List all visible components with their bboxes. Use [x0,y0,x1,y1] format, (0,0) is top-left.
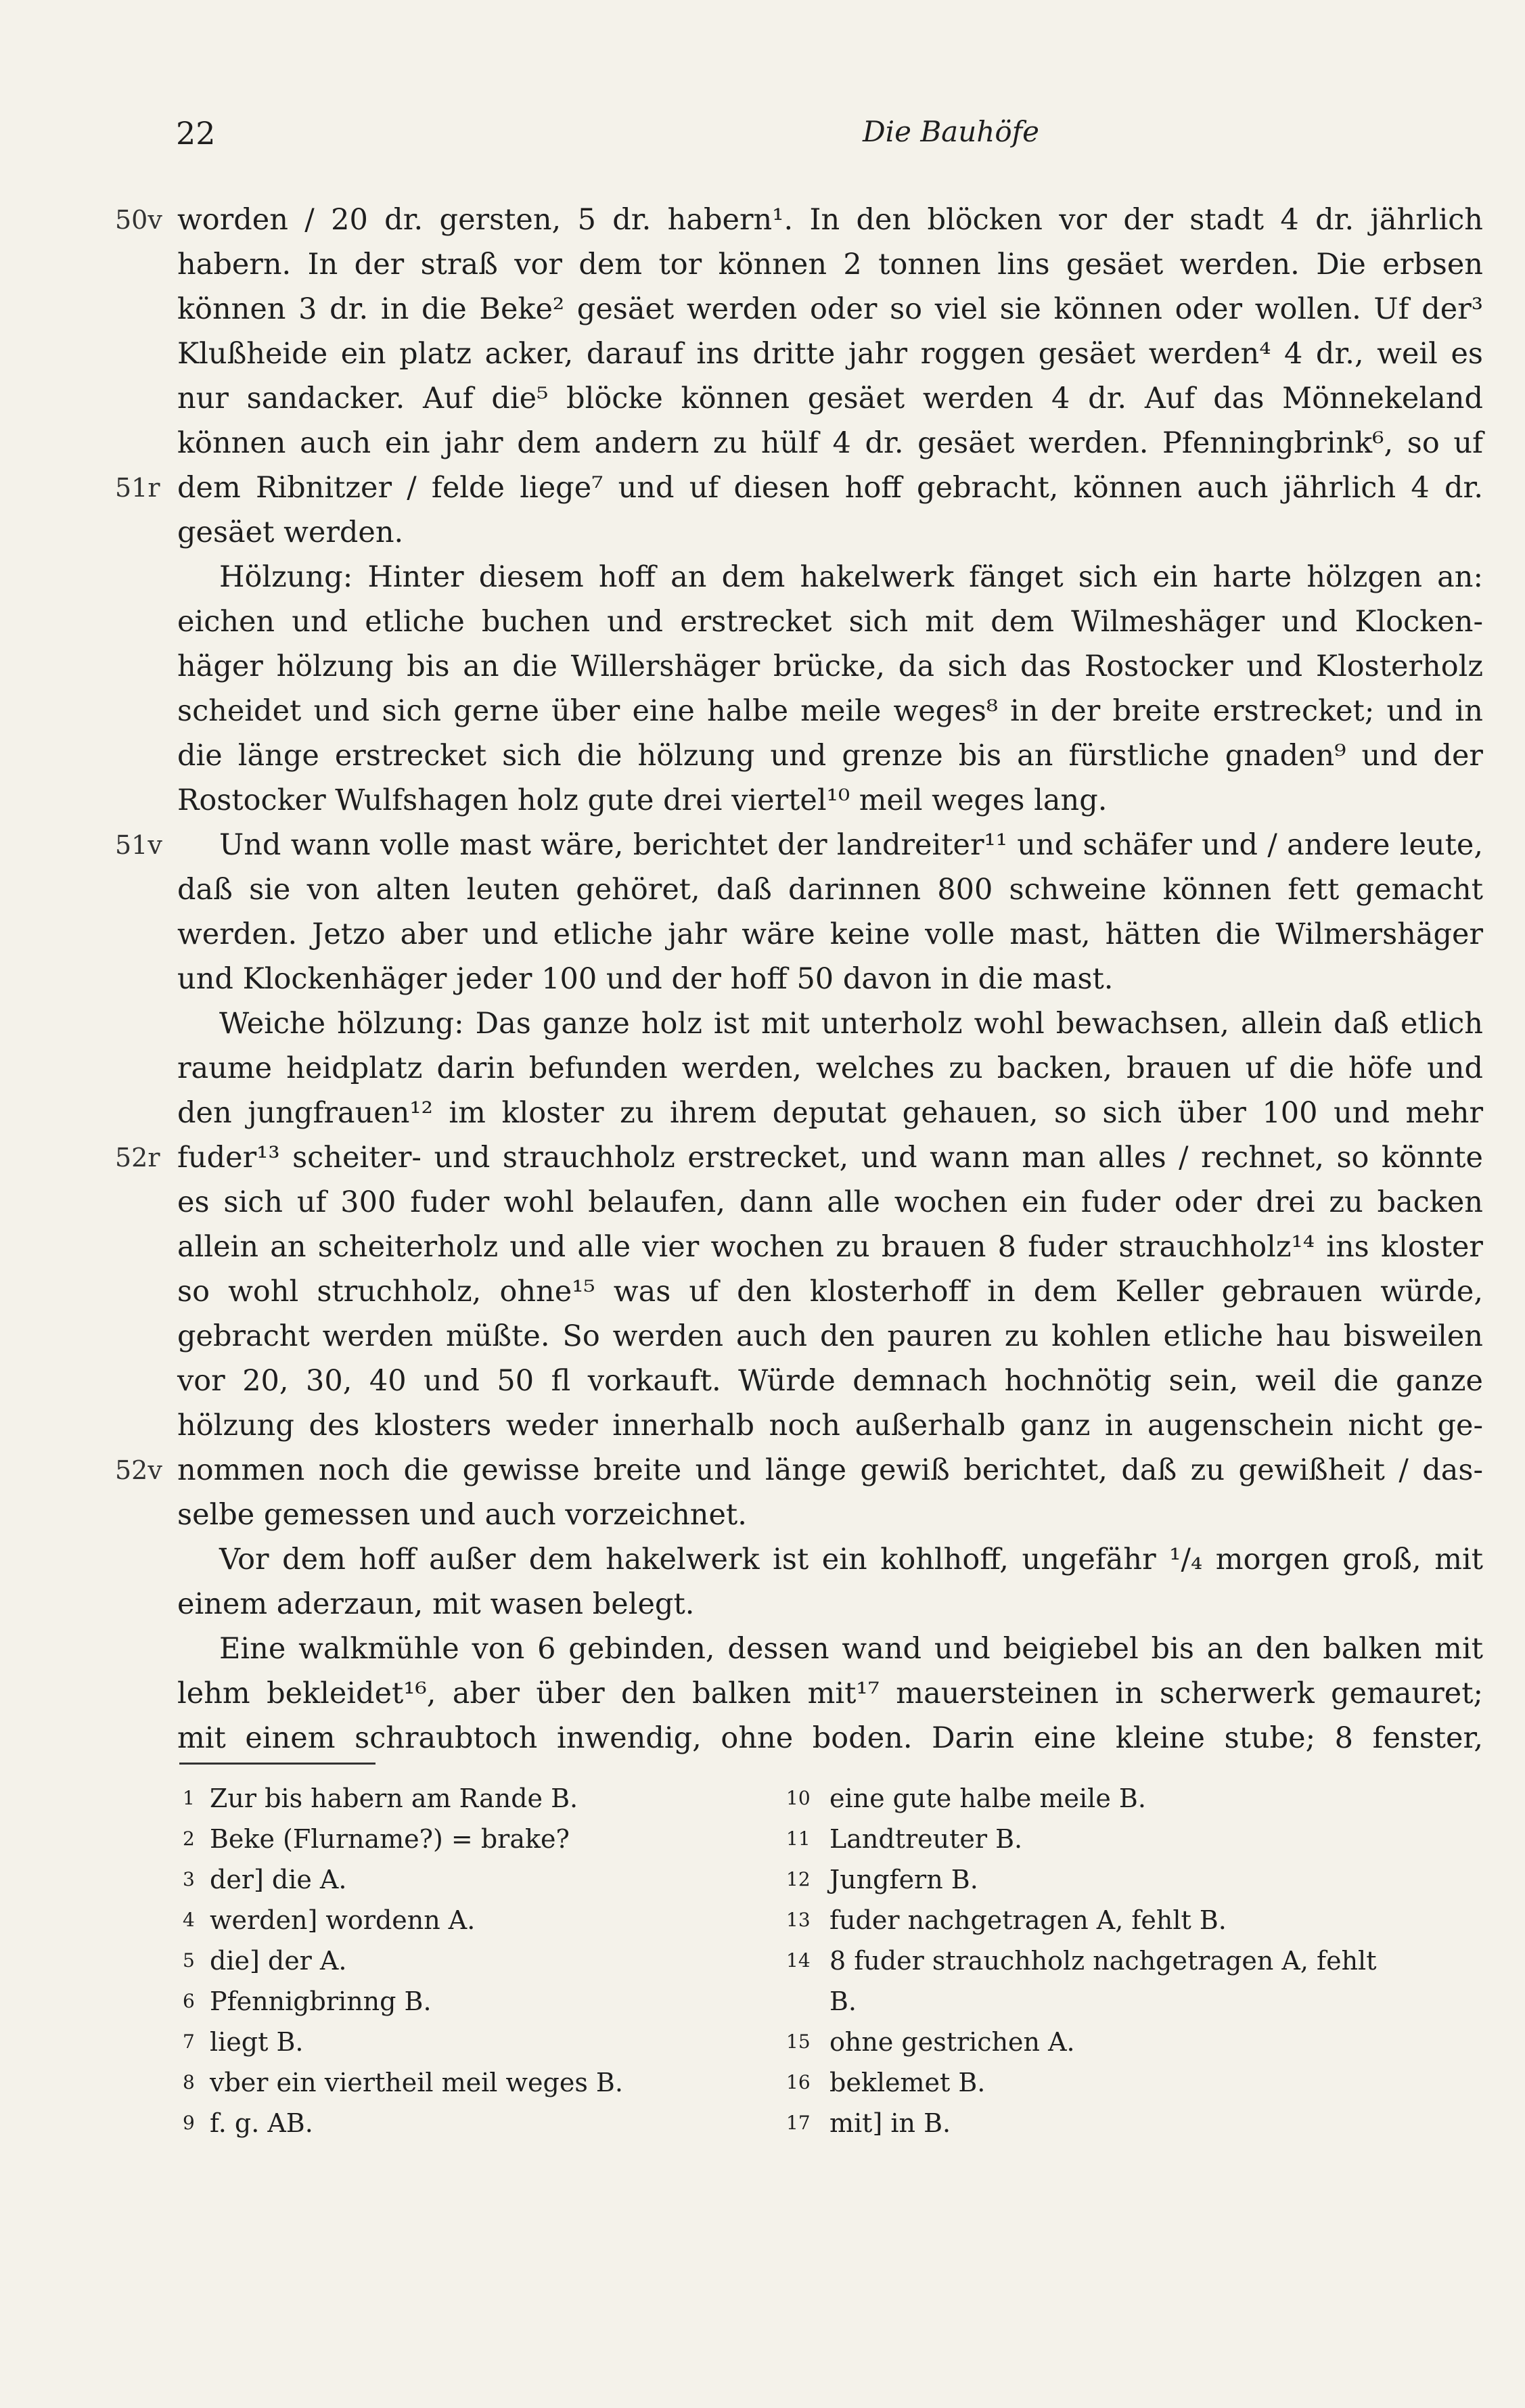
line-text: worden / 20 dr. gersten, 5 dr. habern¹. In den blöcken vor der stadt 4 dr. jährlich [177,203,1483,237]
page-header [176,115,1482,162]
text-line [177,1359,1483,1403]
line-text: eichen und etliche buchen und erstrecket sich mit dem Wilmeshäger und Klocken- [177,605,1483,639]
text-line [115,1135,1483,1180]
footnote [177,1940,786,1981]
text-line [177,599,1483,644]
footnote-text: mit] in B. [829,2108,951,2138]
line-text: werden. Jetzo aber und etliche jahr wäre keine volle mast, hätten die Wilmershäger [177,917,1483,951]
footnote-number: 7 [183,2030,195,2053]
folio-marker: 51r [115,473,160,503]
footnote [786,1819,1395,1859]
text-line [115,823,1483,867]
text-line [177,555,1483,599]
footnote [786,2022,1395,2062]
text-line [177,332,1483,376]
footnote-text: fuder nachgetragen A, fehlt B. [829,1905,1227,1935]
footnote-number: 3 [183,1868,195,1890]
text-line [177,778,1483,823]
line-text: hölzung des klosters weder innerhalb noch außerhalb ganz in augenschein nicht ge- [177,1409,1483,1442]
text-line [177,1046,1483,1091]
line-text: und Klockenhäger jeder 100 und der hoff 50 davon in die mast. [177,962,1114,996]
footnote-text: Landtreuter B. [829,1824,1023,1854]
line-text: fuder¹³ scheiter- und strauchholz erstrecket, und wann man alles / rechnet, so könnte [177,1141,1483,1175]
footnote-number: 6 [183,1990,195,2012]
footnote-number: 13 [786,1909,811,1931]
footnote-number: 2 [183,1827,195,1850]
line-text: lehm bekleidet¹⁶, aber über den balken mit¹⁷ mauersteinen in scherwerk gemauret; [177,1677,1483,1710]
text-line [177,1537,1483,1582]
footnote-number: 4 [183,1909,195,1931]
footnote [786,1981,1395,2022]
footnote [177,1981,786,2022]
text-line [177,376,1483,421]
folio-marker: 52r [115,1143,160,1173]
folio-marker: 51v [115,830,162,860]
footnote-text: die] der A. [210,1946,347,1976]
footnote-divider [179,1763,375,1765]
text-line [177,1314,1483,1359]
footnote [786,1900,1395,1940]
footnote-number: 12 [786,1868,811,1890]
line-text: können 3 dr. in die Beke² gesäet werden oder so viel sie können oder wollen. Uf der³ [177,292,1483,326]
text-line [177,1493,1483,1537]
text-line [177,1582,1483,1627]
footnote-number: 11 [786,1827,811,1850]
page-number: 22 [176,115,216,152]
text-line [177,1180,1483,1225]
text-line [177,1091,1483,1135]
text-line [177,287,1483,332]
footnote-number: 16 [786,2071,811,2093]
text-line [177,1627,1483,1671]
footnote-text: liegt B. [210,2027,304,2057]
footnote [177,1900,786,1940]
footnote [177,2062,786,2103]
footnote [786,2062,1395,2103]
footnote-number: 17 [786,2112,811,2134]
text-line [177,1403,1483,1448]
line-text: Vor dem hoff außer dem hakelwerk ist ein kohlhoff, ungefähr ¹/₄ morgen groß, mit [219,1543,1483,1576]
line-text: gebracht werden müßte. So werden auch den pauren zu kohlen etliche hau bisweilen [177,1319,1483,1353]
text-line [115,465,1483,510]
footnote-text: ohne gestrichen A. [829,2027,1075,2057]
line-text: scheidet und sich gerne über eine halbe meile weges⁸ in der breite erstrecket; und in [177,694,1483,728]
line-text: daß sie von alten leuten gehöret, daß darinnen 800 schweine können fett gemacht [177,873,1483,907]
footnote-number: 14 [786,1949,811,1972]
folio-marker: 50v [115,205,162,235]
footnote [786,1778,1395,1819]
line-text: Eine walkmühle von 6 gebinden, dessen wand und beigiebel bis an den balken mit [219,1632,1483,1666]
text-line [177,867,1483,912]
line-text: habern. In der straß vor dem tor können 2 tonnen lins gesäet werden. Die erbsen [177,248,1483,281]
footnote-number: 15 [786,2030,811,2053]
text-line [177,1001,1483,1046]
text-line [177,733,1483,778]
line-text: mit einem schraubtoch inwendig, ohne boden. Darin eine kleine stube; 8 fenster, [177,1721,1483,1755]
footnote-text: eine gute halbe meile B. [829,1784,1146,1813]
footnote-text: beklemet B. [829,2068,986,2097]
line-text: Rostocker Wulfshagen holz gute drei viertel¹⁰ meil weges lang. [177,783,1108,817]
text-line [177,242,1483,287]
footnote [177,1819,786,1859]
text-line [115,198,1483,242]
footnote-text: werden] wordenn A. [210,1905,476,1935]
footnote-text: der] die A. [210,1865,347,1894]
text-line [177,1716,1483,1760]
line-text: Hölzung: Hinter diesem hoff an dem hakelwerk fänget sich ein harte hölzgen an: [219,560,1483,594]
footnote [786,1859,1395,1900]
footnote-number: 1 [183,1787,195,1809]
footnote [177,1859,786,1900]
footnote-number: 9 [183,2112,195,2134]
footnotes-left-column [177,1778,786,2143]
line-text: den jungfrauen¹² im kloster zu ihrem deputat gehauen, so sich über 100 und mehr [177,1096,1483,1130]
line-text: nommen noch die gewisse breite und länge gewiß berichtet, daß zu gewißheit / das- [177,1453,1483,1487]
line-text: dem Ribnitzer / felde liege⁷ und uf diesen hoff gebracht, können auch jährlich 4 dr. [177,471,1483,505]
text-line [177,510,1483,555]
footnote-text: Jungfern B. [829,1865,978,1894]
text-line [177,912,1483,957]
text-line [177,421,1483,465]
line-text: vor 20, 30, 40 und 50 fl vorkauft. Würde demnach hochnötig sein, weil die ganze [177,1364,1483,1398]
text-line [115,1448,1483,1493]
text-line [177,1269,1483,1314]
footnote-text: vber ein viertheil meil weges B. [210,2068,623,2097]
footnote-text: Pfennigbrinng B. [210,1986,432,2016]
footnote-number: 5 [183,1949,195,1972]
line-text: allein an scheiterholz und alle vier wochen zu brauen 8 fuder strauchholz¹⁴ ins kloster [177,1230,1483,1264]
line-text: können auch ein jahr dem andern zu hülf 4 dr. gesäet werden. Pfenningbrink⁶, so uf [177,426,1483,460]
line-text: selbe gemessen und auch vorzeichnet. [177,1498,747,1532]
line-text: raume heidplatz darin befunden werden, welches zu backen, brauen uf die höfe und [177,1051,1483,1085]
line-text: Weiche hölzung: Das ganze holz ist mit unterholz wohl bewachsen, allein daß etlich [219,1007,1483,1041]
footnote-text: 8 fuder strauchholz nachgetragen A, fehlt [829,1946,1377,1976]
line-text: häger hölzung bis an die Willershäger brücke, da sich das Rostocker und Klosterholz [177,650,1483,683]
footnote-text: B. [829,1986,857,2016]
text-line [177,689,1483,733]
line-text: es sich uf 300 fuder wohl belaufen, dann alle wochen ein fuder oder drei zu backen [177,1185,1483,1219]
line-text: nur sandacker. Auf die⁵ blöcke können gesäet werden 4 dr. Auf das Mönnekeland [177,382,1483,415]
footnote-number: 8 [183,2071,195,2093]
main-text [115,198,1483,1760]
line-text: einem aderzaun, mit wasen belegt. [177,1587,695,1621]
line-text: Und wann volle mast wäre, berichtet der landreiter¹¹ und schäfer und / andere leute, [219,828,1483,862]
footnote-number: 10 [786,1787,811,1809]
line-text: gesäet werden. [177,516,404,549]
folio-marker: 52v [115,1455,162,1485]
text-line [177,1671,1483,1716]
text-line [177,957,1483,1001]
footnote-text: f. g. AB. [210,2108,313,2138]
footnote [177,2103,786,2143]
footnote [177,2022,786,2062]
footnote [786,2103,1395,2143]
line-text: so wohl struchholz, ohne¹⁵ was uf den klosterhoff in dem Keller gebrauen würde, [177,1275,1483,1309]
footnotes-right-column [786,1778,1395,2143]
text-line [177,1225,1483,1269]
footnote [177,1778,786,1819]
line-text: Klußheide ein platz acker, darauf ins dritte jahr roggen gesäet werden⁴ 4 dr., weil es [177,337,1483,371]
footnote-text: Zur bis habern am Rande B. [210,1784,578,1813]
footnote [786,1940,1395,1981]
line-text: die länge erstrecket sich die hölzung und grenze bis an fürstliche gnaden⁹ und der [177,739,1483,773]
footnote-text: Beke (Flurname?) = brake? [210,1824,570,1854]
text-line [177,644,1483,689]
running-title: Die Bauhöfe [863,115,1040,148]
